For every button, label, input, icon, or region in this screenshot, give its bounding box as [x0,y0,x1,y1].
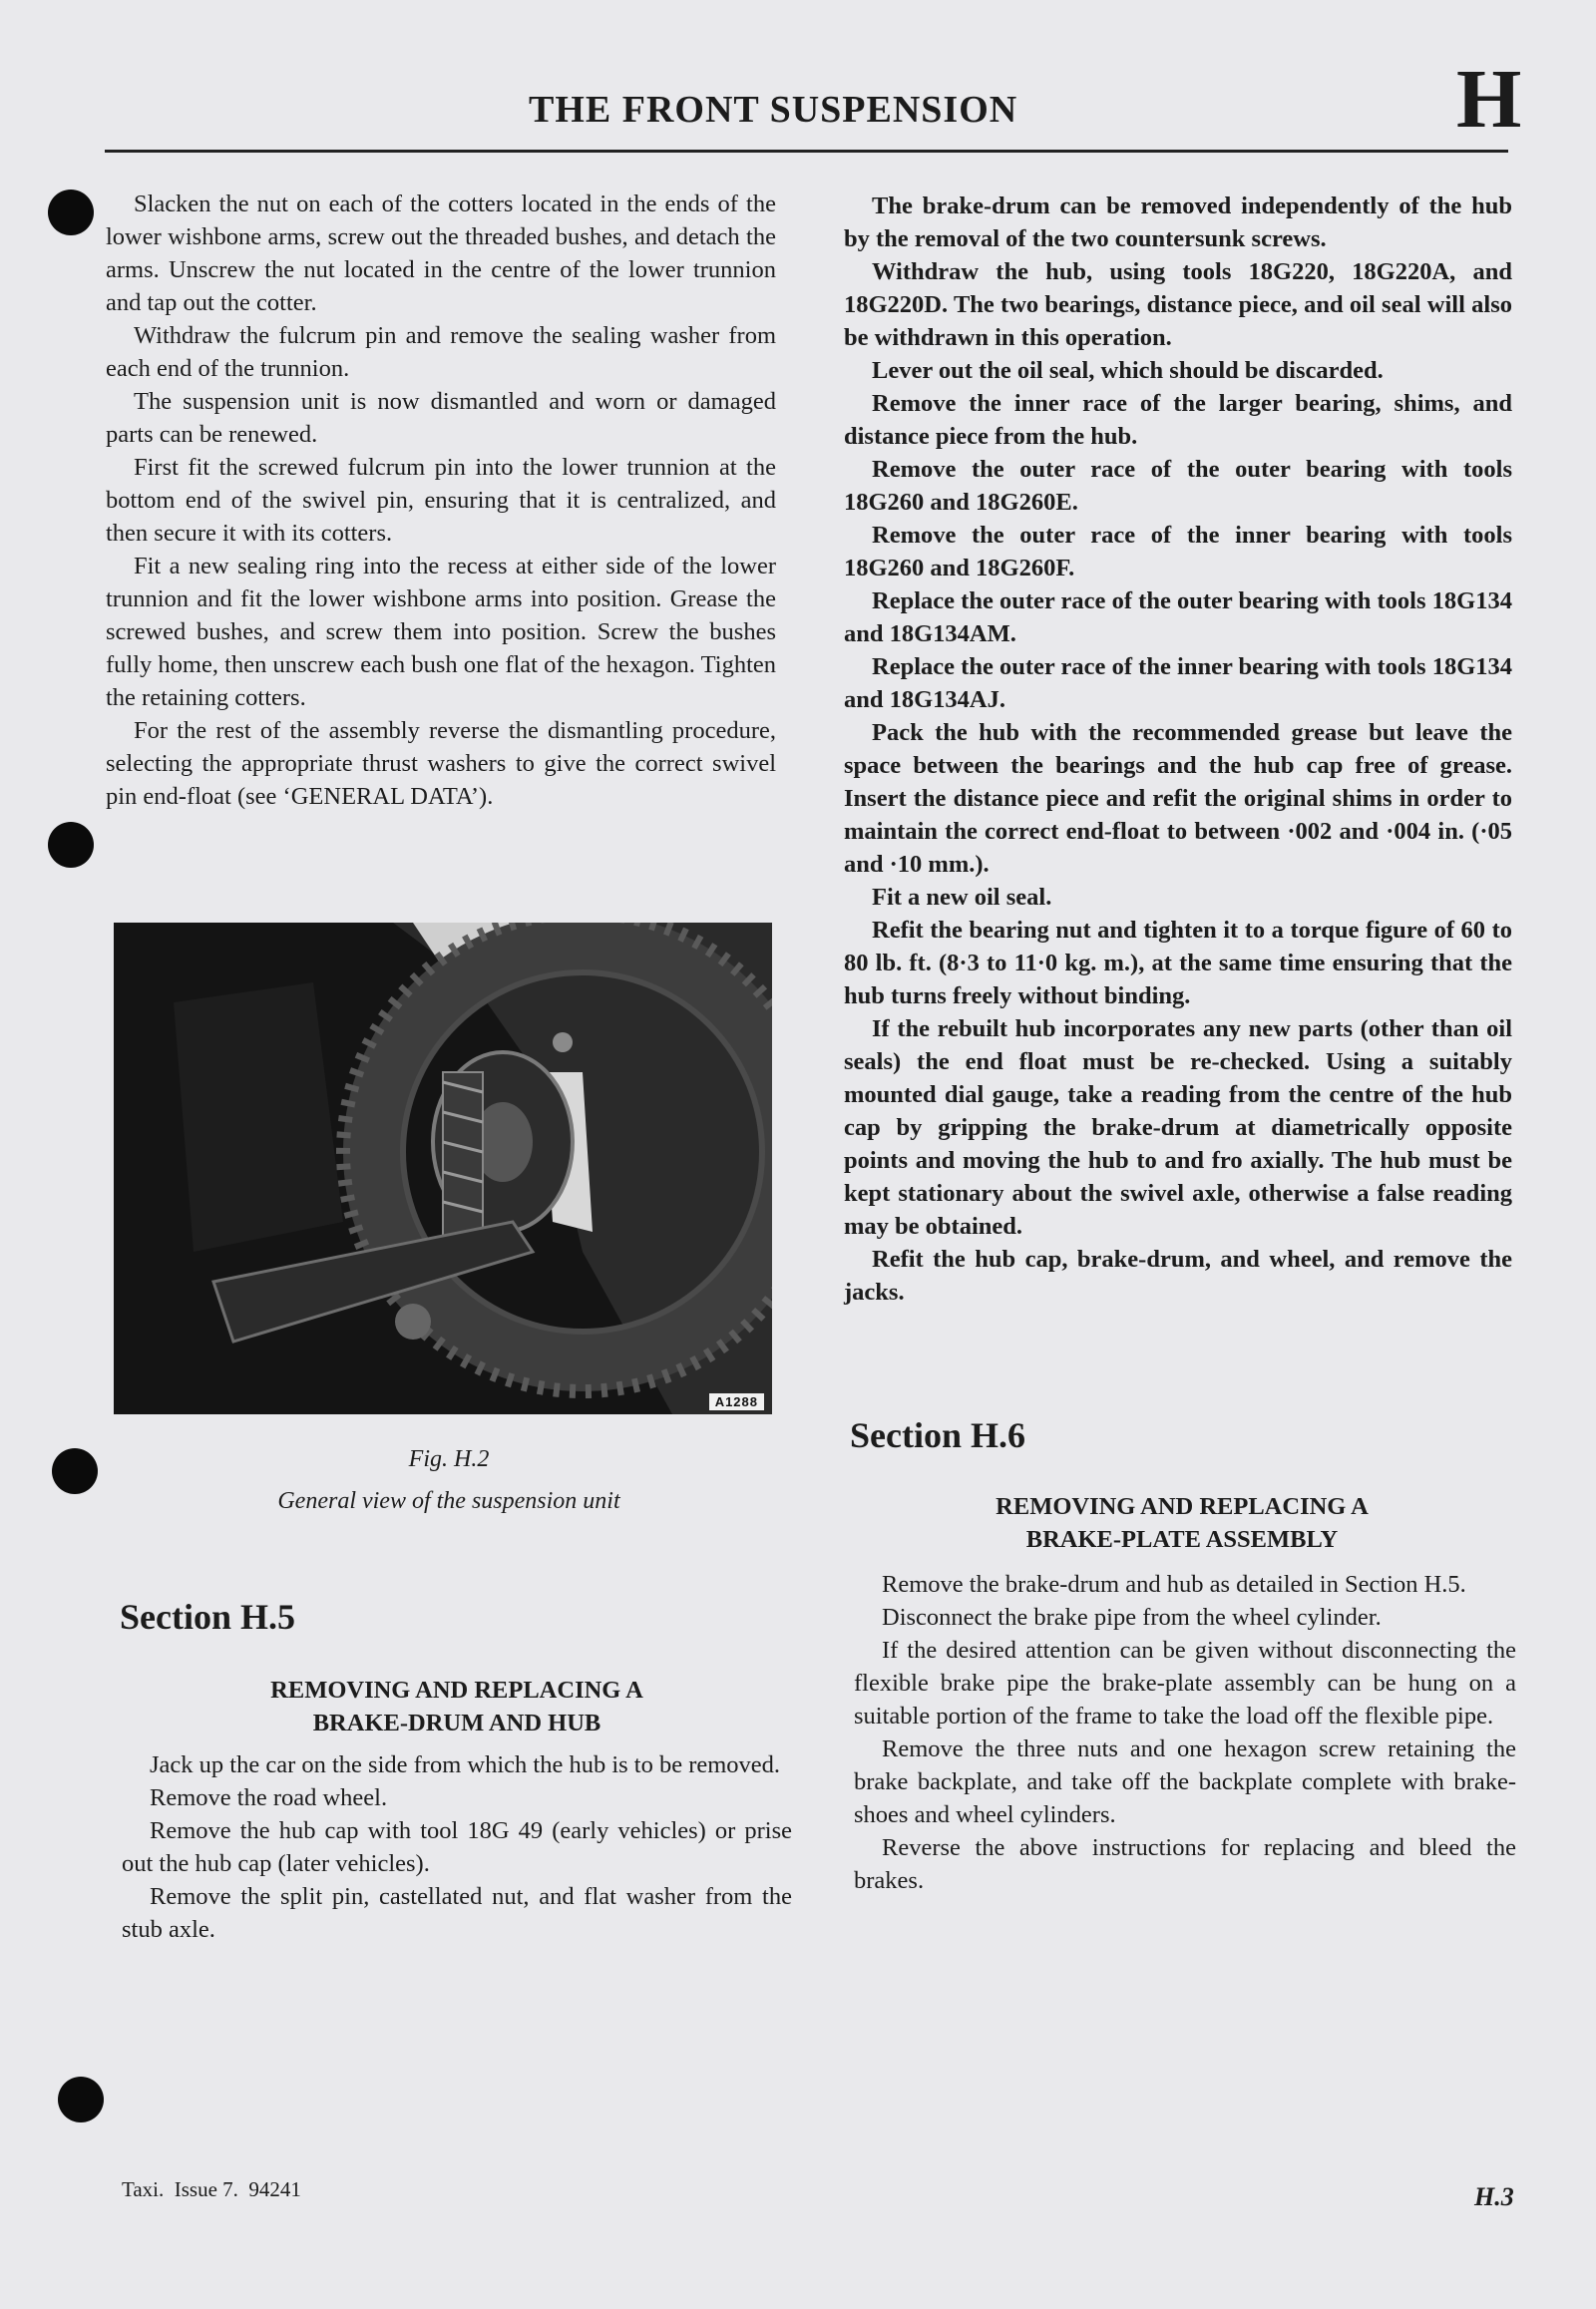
paragraph: The suspension unit is now dismantled and worn or damaged parts can be renewed. [106,388,776,448]
paragraph: If the desired attention can be given without disconnecting the flexible brake pipe the brake-plate assembly can be hung on a suitable portion of the frame to take the load off the flexible pipe. [854,1637,1516,1730]
section-h5-subheading [122,1674,792,1739]
subheading-line: REMOVING AND REPLACING A [996,1493,1369,1520]
section-h5-text [122,1748,792,1946]
issue-footer: Taxi. Issue 7. 94241 [122,2177,301,2201]
paragraph: Remove the outer race of the inner bearing with tools 18G260 and 18G260F. [844,522,1512,581]
paragraph: Refit the hub cap, brake-drum, and wheel, and remove the jacks. [844,1246,1512,1306]
section-h6-subheading [848,1490,1516,1556]
paragraph: Withdraw the fulcrum pin and remove the sealing washer from each end of the trunnion. [106,322,776,382]
paragraph: Withdraw the hub, using tools 18G220, 18G220A, and 18G220D. The two bearings, distance piece, and oil seal will also be withdrawn in this operation. [844,258,1512,351]
paragraph: Remove the outer race of the outer bearing with tools 18G260 and 18G260E. [844,456,1512,516]
subheading-line: BRAKE-PLATE ASSEMBLY [1025,1526,1339,1553]
paragraph: Reverse the above instructions for replacing and bleed the brakes. [854,1834,1516,1894]
suspension-photo [114,923,772,1414]
paragraph: Remove the road wheel. [150,1784,388,1811]
left-column-text [106,188,776,813]
paragraph: Remove the inner race of the larger bearing, shims, and distance piece from the hub. [844,390,1512,450]
paragraph: Refit the bearing nut and tighten it to a torque figure of 60 to 80 lb. ft. (8·3 to 11·0 kg. m.), at the same time ensuring that the hub turns freely without binding. [844,917,1512,1009]
suspension-photo-illustration [114,923,772,1414]
paragraph: Slacken the nut on each of the cotters located in the ends of the lower wishbone arms, screw out the threaded bushes, and detach the arms. Unscrew the nut located in the centre of the lower trunnion and tap out the cotter. [106,191,776,316]
right-column-text [844,190,1512,1309]
figure-code-label: A1288 [709,1393,764,1410]
section-h6-text [854,1568,1516,1897]
paragraph: Pack the hub with the recommended grease but leave the space between the bearings and the hub cap free of grease. Insert the distance piece and refit the original shims in order to maintain the correct end-float to between ·002 and ·004 in. (·05 and ·10 mm.). [844,719,1512,878]
figure-caption: General view of the suspension unit [277,1488,620,1514]
paragraph: Remove the hub cap with tool 18G 49 (early vehicles) or prise out the hub cap (later vehicles). [122,1817,792,1877]
punch-hole-2 [48,822,94,868]
punch-hole-1 [48,190,94,235]
page-number: H.3 [1474,2182,1514,2211]
punch-hole-4 [58,2077,104,2122]
paragraph: Remove the split pin, castellated nut, and flat washer from the stub axle. [122,1883,792,1943]
paragraph: Remove the brake-drum and hub as detailed in Section H.5. [882,1571,1466,1598]
paragraph: Jack up the car on the side from which the hub is to be removed. [150,1751,781,1778]
paragraph: Fit a new oil seal. [872,884,1052,911]
paragraph: If the rebuilt hub incorporates any new parts (other than oil seals) the end float must be re-checked. Using a suitably mounted dial gauge, take a reading from the centre of the hub cap by gripping the brake-drum at diametrically opposite points and moving the hub to and fro axially. The hub must be kept stationary about the swivel axle, otherwise a false reading may be obtained. [844,1015,1512,1240]
paragraph: Replace the outer race of the outer bearing with tools 18G134 and 18G134AM. [844,587,1512,647]
subheading-line: REMOVING AND REPLACING A [270,1677,643,1704]
section-h6-heading: Section H.6 [850,1415,1025,1455]
page-title: THE FRONT SUSPENSION [529,89,1018,131]
paragraph: First fit the screwed fulcrum pin into the lower trunnion at the bottom end of the swivel pin, ensuring that it is centralized, and then secure it with its cotters. [106,454,776,547]
paragraph: Disconnect the brake pipe from the wheel cylinder. [882,1604,1382,1631]
figure-label: Fig. H.2 [408,1446,490,1472]
section-h5-heading: Section H.5 [120,1597,295,1637]
paragraph: For the rest of the assembly reverse the dismantling procedure, selecting the appropriate thrust washers to give the correct swivel pin end-float (see ‘GENERAL DATA’). [106,717,776,810]
punch-hole-3 [52,1448,98,1494]
paragraph: Lever out the oil seal, which should be discarded. [872,357,1384,384]
paragraph: Fit a new sealing ring into the recess at either side of the lower trunnion and fit the lower wishbone arms into position. Grease the screwed bushes, and screw them into position. Screw the bushes fully home, then unscrew each bush one flat of the hexagon. Tighten the retaining cotters. [106,553,776,711]
section-letter: H [1456,53,1522,146]
paragraph: Replace the outer race of the inner bearing with tools 18G134 and 18G134AJ. [844,653,1512,713]
subheading-line: BRAKE-DRUM AND HUB [312,1710,601,1736]
paragraph: Remove the three nuts and one hexagon screw retaining the brake backplate, and take off the backplate complete with brake-shoes and wheel cylinders. [854,1735,1516,1828]
header-divider [105,150,1508,153]
paragraph: The brake-drum can be removed independently of the hub by the removal of the two countersunk screws. [844,192,1512,252]
